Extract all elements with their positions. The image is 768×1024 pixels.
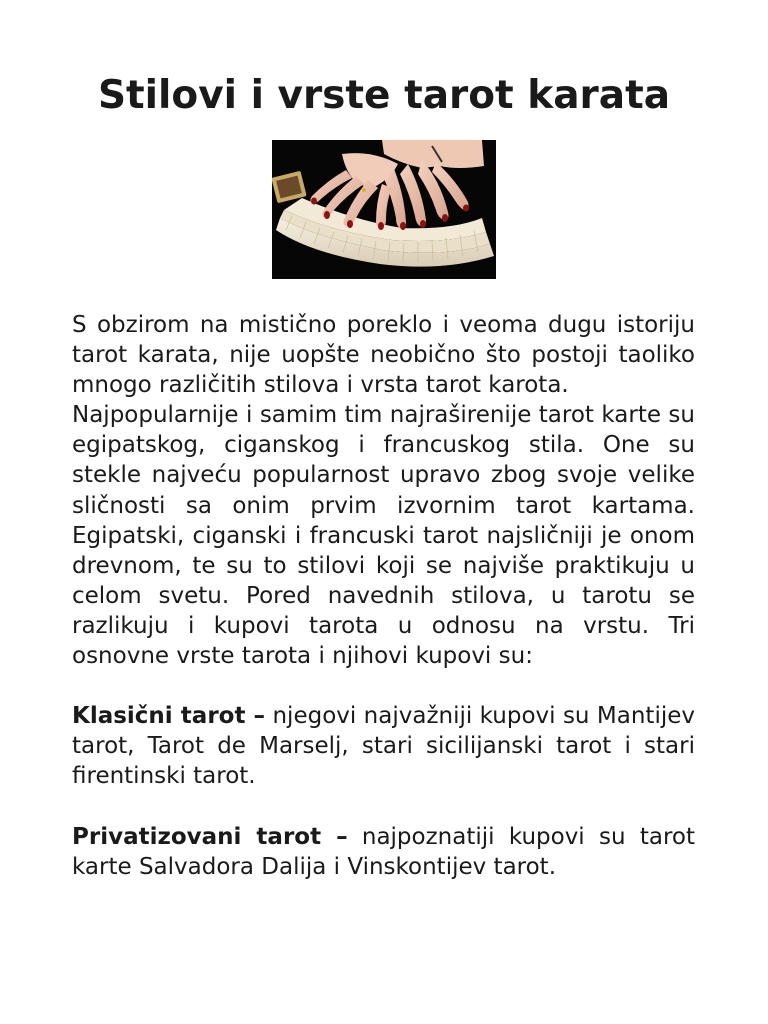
section-private-tarot <box>72 822 695 882</box>
paragraph-intro: S obzirom na mistično poreklo i veoma dugu istoriju tarot karata, nije uopšte neobično što postoji taoliko mnogo različitih stilova i vrsta tarot karota. <box>72 312 695 399</box>
page-title: Stilovi i vrste tarot karata <box>97 73 671 118</box>
tarot-cards-photo <box>272 140 496 279</box>
section-term: Klasični tarot – <box>72 703 266 730</box>
section-term: Privatizovani tarot – <box>72 823 348 850</box>
section-text: najpoznatiji kupovi su tarot karte Salvadora Dalija i Vinskontijev tarot. <box>72 823 695 880</box>
paragraph-styles: Najpopularnije i samim tim najraširenije tarot karte su egipatskog, ciganskog i francuskog stila. One su stekle najveću popularnost upravo zbog svoje velike sličnosti sa onim prvim izvornim tarot kartama. Egipatski, ciganski i francuski tarot najsličniji je onom drevnom, te su to stilovi koji se najviše praktikuju u celom svetu. Pored navednih stilova, u tarotu se razlikuju i kupovi tarota u odnosu na vrstu. Tri osnovne vrste tarota i njihovi kupovi su: <box>72 402 695 670</box>
paragraph-spacer <box>72 671 695 701</box>
document-body <box>72 310 695 882</box>
paragraph-spacer <box>72 792 695 822</box>
section-text: njegovi najvažniji kupovi su Mantijev tarot, Tarot de Marselj, stari sicilijanski tarot i stari firentinski tarot. <box>72 703 695 790</box>
section-classic-tarot <box>72 701 695 791</box>
